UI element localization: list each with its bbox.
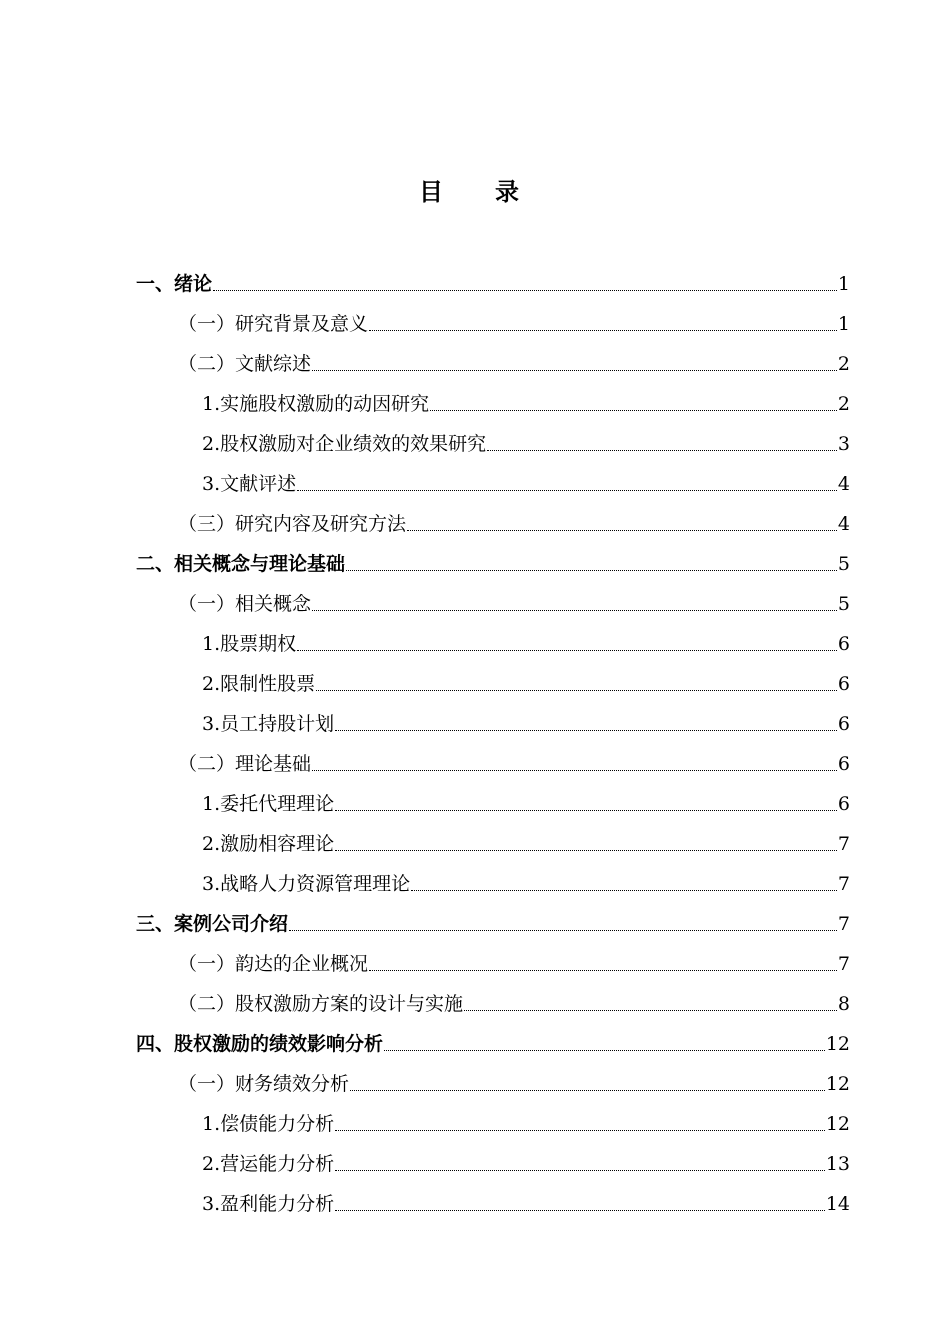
- toc-dot-leader: [213, 289, 837, 291]
- toc-entry-page-number: 12: [825, 1033, 850, 1055]
- toc-dot-leader: [312, 609, 837, 611]
- toc-dot-leader: [335, 849, 837, 851]
- toc-entry-label: 3.员工持股计划: [202, 713, 335, 735]
- toc-dot-leader: [335, 729, 837, 731]
- toc-entry-page-number: 12: [825, 1113, 850, 1135]
- toc-entry[interactable]: [178, 986, 850, 1016]
- toc-entry-label: 1.偿债能力分析: [202, 1113, 335, 1135]
- toc-entry[interactable]: [178, 746, 850, 776]
- toc-entry-label: 一、绪论: [136, 273, 213, 295]
- toc-entry-label: （一）韵达的企业概况: [178, 953, 369, 975]
- toc-entry[interactable]: [202, 786, 850, 816]
- toc-entry-page-number: 13: [825, 1153, 850, 1175]
- toc-dot-leader: [335, 1209, 825, 1211]
- toc-entry[interactable]: [202, 386, 850, 416]
- toc-dot-leader: [464, 1009, 837, 1011]
- toc-entry-page-number: 12: [825, 1073, 850, 1095]
- toc-entry[interactable]: [202, 866, 850, 896]
- toc-entry-page-number: 5: [837, 553, 850, 575]
- page-title: 目录: [419, 178, 571, 206]
- toc-entry-page-number: 7: [837, 913, 850, 935]
- toc-entry[interactable]: [136, 266, 850, 296]
- toc-entry-page-number: 2: [837, 393, 850, 415]
- toc-entry-label: 2.营运能力分析: [202, 1153, 335, 1175]
- toc-entry-label: 2.激励相容理论: [202, 833, 335, 855]
- toc-dot-leader: [346, 569, 837, 571]
- toc-entry-page-number: 2: [837, 353, 850, 375]
- toc-entry[interactable]: [136, 546, 850, 576]
- toc-entry-page-number: 4: [837, 513, 850, 535]
- toc-entry-label: （一）研究背景及意义: [178, 313, 369, 335]
- toc-dot-leader: [411, 889, 837, 891]
- toc-dot-leader: [316, 689, 837, 691]
- toc-entry-page-number: 8: [837, 993, 850, 1015]
- toc-entry[interactable]: [178, 306, 850, 336]
- toc-entry-label: 3.文献评述: [202, 473, 297, 495]
- toc-entry-page-number: 6: [837, 633, 850, 655]
- toc-dot-leader: [297, 489, 837, 491]
- toc-entry-page-number: 1: [837, 313, 850, 335]
- toc-entry-label: （三）研究内容及研究方法: [178, 513, 407, 535]
- toc-dot-leader: [384, 1049, 825, 1051]
- toc-entry-label: 3.战略人力资源管理理论: [202, 873, 411, 895]
- toc-dot-leader: [335, 809, 837, 811]
- toc-entry[interactable]: [202, 466, 850, 496]
- toc-entry[interactable]: [202, 706, 850, 736]
- toc-entry-page-number: 4: [837, 473, 850, 495]
- toc-entry[interactable]: [202, 1146, 850, 1176]
- toc-dot-leader: [407, 529, 837, 531]
- toc-entry-label: （一）相关概念: [178, 593, 312, 615]
- toc-entry-label: 2.股权激励对企业绩效的效果研究: [202, 433, 487, 455]
- toc-entry[interactable]: [178, 506, 850, 536]
- toc-dot-leader: [369, 329, 837, 331]
- toc-entry[interactable]: [178, 346, 850, 376]
- toc-entry[interactable]: [202, 1186, 850, 1216]
- toc-entry[interactable]: [136, 906, 850, 936]
- toc-entry-label: 1.实施股权激励的动因研究: [202, 393, 430, 415]
- toc-entry[interactable]: [202, 426, 850, 456]
- toc-dot-leader: [312, 369, 837, 371]
- toc-entry-page-number: 6: [837, 673, 850, 695]
- toc-entry[interactable]: [202, 826, 850, 856]
- toc-entry-label: 1.股票期权: [202, 633, 297, 655]
- toc-entry[interactable]: [178, 946, 850, 976]
- toc-entry[interactable]: [202, 626, 850, 656]
- toc-entry-page-number: 14: [825, 1193, 850, 1215]
- toc-entry-page-number: 3: [837, 433, 850, 455]
- toc-entry-page-number: 6: [837, 793, 850, 815]
- toc-entry-page-number: 6: [837, 753, 850, 775]
- toc-dot-leader: [289, 929, 837, 931]
- toc-entry-page-number: 7: [837, 873, 850, 895]
- toc-dot-leader: [297, 649, 837, 651]
- toc-dot-leader: [430, 409, 837, 411]
- toc-entry-label: （二）股权激励方案的设计与实施: [178, 993, 464, 1015]
- toc-dot-leader: [350, 1089, 825, 1091]
- toc-entry[interactable]: [202, 1106, 850, 1136]
- toc-dot-leader: [335, 1129, 825, 1131]
- toc-entry-page-number: 1: [837, 273, 850, 295]
- toc-entry-label: 1.委托代理理论: [202, 793, 335, 815]
- toc-entry-label: （二）文献综述: [178, 353, 312, 375]
- toc-entry-label: （一）财务绩效分析: [178, 1073, 350, 1095]
- toc-entry[interactable]: [136, 1026, 850, 1056]
- toc-dot-leader: [369, 969, 837, 971]
- toc-entry-label: 3.盈利能力分析: [202, 1193, 335, 1215]
- toc-entry-label: 三、案例公司介绍: [136, 913, 289, 935]
- toc-entry-page-number: 7: [837, 833, 850, 855]
- toc-dot-leader: [312, 769, 837, 771]
- toc-entry-page-number: 7: [837, 953, 850, 975]
- toc-entry-label: 四、股权激励的绩效影响分析: [136, 1033, 384, 1055]
- toc-entry[interactable]: [202, 666, 850, 696]
- toc-entry-label: 2.限制性股票: [202, 673, 316, 695]
- toc-dot-leader: [487, 449, 837, 451]
- toc-entry[interactable]: [178, 1066, 850, 1096]
- toc-entry-label: 二、相关概念与理论基础: [136, 553, 346, 575]
- toc-dot-leader: [335, 1169, 825, 1171]
- toc-entry[interactable]: [178, 586, 850, 616]
- toc-entry-label: （二）理论基础: [178, 753, 312, 775]
- toc-entry-page-number: 5: [837, 593, 850, 615]
- toc-entry-page-number: 6: [837, 713, 850, 735]
